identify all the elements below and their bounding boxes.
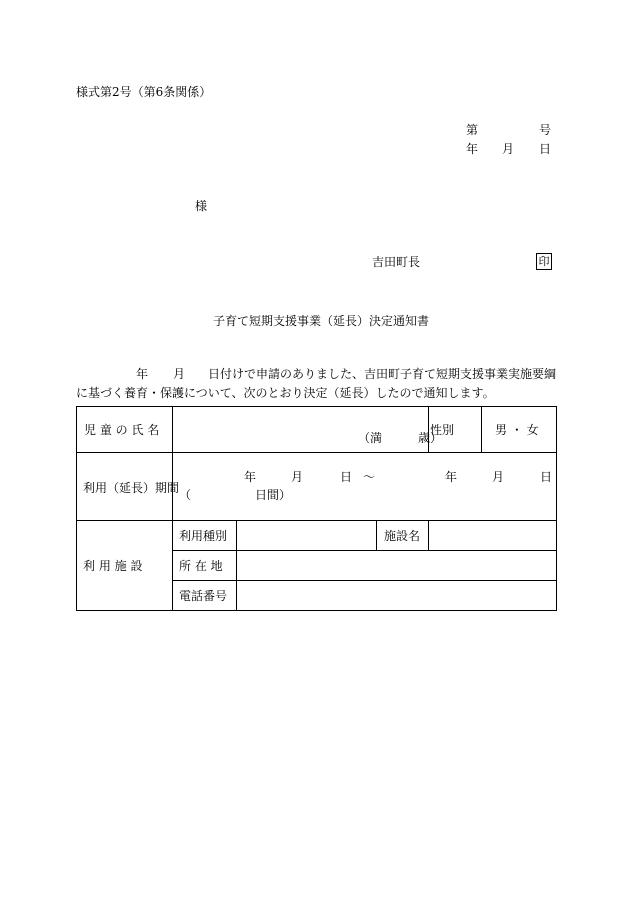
intro-line1-rest: 日付けで申請のありました、吉田町子育て短期支援事業実施要綱 — [208, 367, 557, 381]
period-label-cell — [77, 453, 180, 521]
date-day: 日 — [539, 142, 552, 156]
period-start-year: 年 — [244, 469, 257, 484]
gender-options-cell[interactable] — [482, 407, 557, 453]
issuer-name: 吉田町長 — [372, 255, 421, 269]
child-name-row — [77, 407, 557, 453]
usage-type-label: 利用種別 — [179, 528, 228, 543]
usage-type-label-cell — [173, 521, 237, 551]
period-end-day: 日 — [540, 469, 553, 484]
usage-type-row — [77, 521, 557, 551]
address-label-cell — [173, 551, 237, 581]
period-end-month: 月 — [492, 469, 505, 484]
period-end-year: 年 — [445, 469, 458, 484]
phone-label: 電話番号 — [179, 588, 228, 603]
gender-options[interactable]: 男 ・ 女 — [495, 422, 539, 437]
date-month: 月 — [502, 142, 515, 156]
seal-mark: 印 — [536, 253, 552, 270]
addressee-honorific: 様 — [195, 199, 208, 213]
facility-label-cell — [77, 521, 173, 611]
period-field[interactable] — [173, 453, 557, 521]
child-name-label: 児 童 の 氏 名 — [84, 422, 160, 437]
period-row — [77, 453, 557, 521]
intro-line2: に基づく養育・保護について、次のとおり決定（延長）したので通知します。 — [76, 386, 495, 400]
gender-label: 性別 — [430, 422, 455, 437]
facility-name-field[interactable] — [429, 521, 557, 551]
document-number-suffix: 号 — [539, 123, 552, 137]
period-start-month: 月 — [291, 469, 304, 484]
phone-label-cell — [173, 581, 237, 611]
days-open: （ — [179, 487, 192, 502]
address-field[interactable] — [237, 551, 557, 581]
child-name-label-cell — [77, 407, 173, 453]
period-label: 利用（延長）期間 — [83, 480, 180, 495]
age-close: 歳） — [418, 430, 443, 445]
usage-type-field[interactable] — [237, 521, 377, 551]
intro-month: 月 — [173, 367, 186, 381]
document-title: 子育て短期支援事業（延長）決定通知書 — [213, 314, 430, 328]
decision-form-table — [76, 406, 557, 611]
days-close: 日間） — [255, 487, 292, 502]
period-start-day: 日 — [340, 469, 353, 484]
form-number-label: 様式第2号（第6条関係） — [76, 85, 212, 99]
facility-name-label-cell — [377, 521, 429, 551]
intro-year: 年 — [136, 367, 149, 381]
age-open: （満 — [358, 430, 383, 445]
date-year: 年 — [466, 142, 479, 156]
document-number-prefix: 第 — [466, 123, 479, 137]
period-tilde: ～ — [363, 469, 376, 484]
facility-label: 利 用 施 設 — [83, 558, 143, 573]
address-label: 所 在 地 — [179, 558, 223, 573]
gender-label-cell — [429, 407, 482, 453]
phone-field[interactable] — [237, 581, 557, 611]
facility-name-label: 施設名 — [384, 528, 421, 543]
